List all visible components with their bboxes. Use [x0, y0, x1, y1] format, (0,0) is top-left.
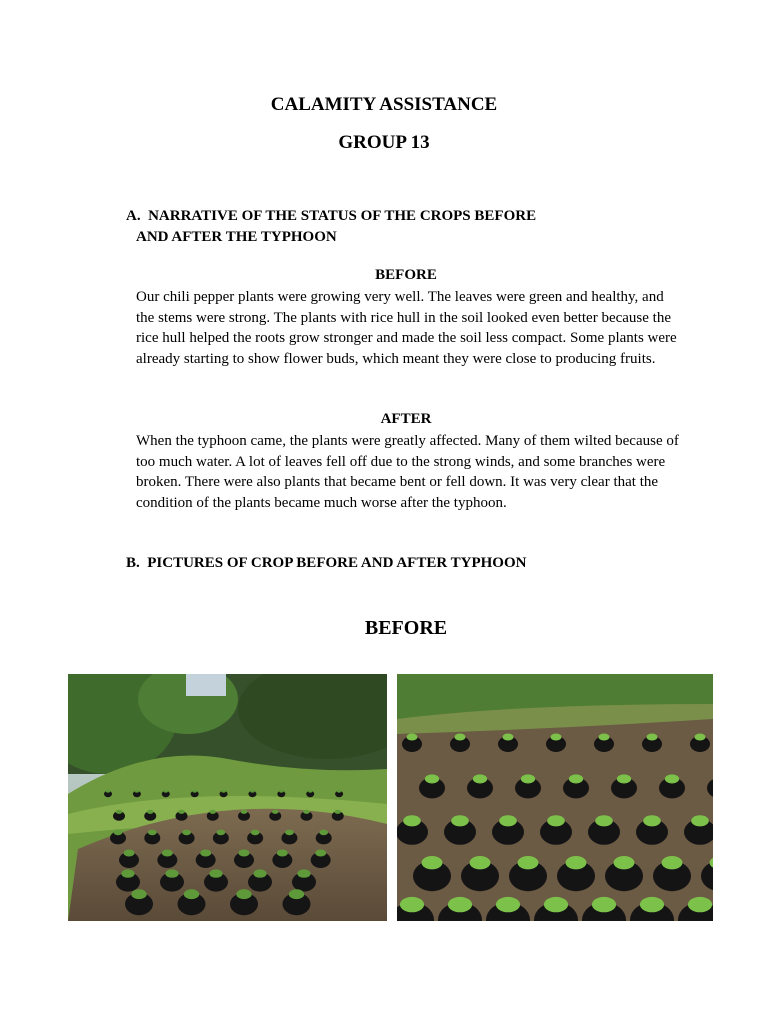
seedling-leaves [272, 810, 279, 814]
seedling-leaves [473, 774, 487, 783]
seedling-leaves [209, 810, 216, 814]
seedling-leaves [192, 790, 196, 793]
seedling-leaves [643, 815, 661, 826]
seedling-leaves [334, 810, 341, 814]
seedling-leaves [147, 810, 154, 814]
document-title: CALAMITY ASSISTANCE [270, 94, 498, 115]
seedling-leaves [253, 869, 266, 877]
seedling-leaves [400, 897, 424, 912]
seedling-leaves [289, 889, 304, 899]
seedling-leaves [337, 790, 341, 793]
seedling-leaves [448, 897, 472, 912]
seedling-leaves [569, 774, 583, 783]
seedling-leaves [599, 734, 610, 741]
before-paragraph: Our chili pepper plants were growing very well. The leaves were green and healthy, and the stems were strong. The plants with rice hull in the soil looked even better because the rice hull helped the roots grow stronger and made the soil less compact. Some plants were already starting to show flower buds, which meant they were close to producing fruits. [136, 289, 677, 367]
seedling-leaves [403, 815, 421, 826]
seedling-leaves [521, 774, 535, 783]
seedling-leaves [544, 897, 568, 912]
section-a-heading-line1: NARRATIVE OF THE STATUS OF THE CROPS BEFORE [148, 208, 537, 224]
seedling-leaves [503, 734, 514, 741]
seedling-leaves [647, 734, 658, 741]
seedling-leaves [236, 889, 251, 899]
seedling-leaves [178, 810, 185, 814]
seedling-leaves [566, 856, 587, 869]
seedling-leaves [617, 774, 631, 783]
seedling-leaves [216, 830, 225, 836]
seedling-leaves [200, 850, 211, 857]
seedling-leaves [665, 774, 679, 783]
seedling-leaves [425, 774, 439, 783]
seedling-leaves [239, 850, 250, 857]
section-a-marker: A. [126, 208, 141, 224]
seedling-leaves [688, 897, 712, 912]
seedling-leaves [279, 790, 283, 793]
seedling-leaves [114, 830, 123, 836]
seedling-leaves [470, 856, 491, 869]
seedling-leaves [547, 815, 565, 826]
seedling-leaves [121, 869, 134, 877]
seedling-leaves [691, 815, 709, 826]
seedling-leaves [131, 889, 146, 899]
seedling-leaves [595, 815, 613, 826]
after-subheading: AFTER [380, 411, 432, 427]
section-b-heading-text: PICTURES OF CROP BEFORE AND AFTER TYPHOON [147, 555, 527, 571]
seedling-leaves [116, 810, 123, 814]
section-b-heading [126, 555, 526, 572]
seedling-leaves [407, 734, 418, 741]
seedling-leaves [277, 850, 288, 857]
seedling-leaves [592, 897, 616, 912]
seedling-leaves [285, 830, 294, 836]
seedling-leaves [221, 790, 225, 793]
seedling-leaves [614, 856, 635, 869]
section-a-heading-line2: AND AFTER THE TYPHOON [136, 229, 337, 245]
seedling-leaves [165, 869, 178, 877]
seedling-leaves [455, 734, 466, 741]
seedling-leaves [162, 850, 173, 857]
seedling-leaves [148, 830, 157, 836]
before-photo-field-overview [68, 674, 387, 921]
seedling-leaves [251, 830, 260, 836]
seedling-leaves [135, 790, 139, 793]
seedling-leaves [451, 815, 469, 826]
field-overview-image [68, 674, 387, 921]
before-subheading: BEFORE [375, 267, 437, 283]
seedling-leaves [315, 850, 326, 857]
seedling-closeup-image [397, 674, 713, 921]
after-paragraph: When the typhoon came, the plants were greatly affected. Many of them wilted because of too much water. A lot of leaves fell off due to the strong winds, and some branches were broken. There were also plants that became bent or fell down. It was very clear that the condition of the plants became much worse after the typhoon. [136, 433, 679, 511]
seedling-leaves [422, 856, 443, 869]
document-subtitle: GROUP 13 [338, 132, 430, 153]
seedling-leaves [303, 810, 310, 814]
seedling-leaves [241, 810, 248, 814]
seedling-leaves [499, 815, 517, 826]
seedling-leaves [182, 830, 191, 836]
section-b-marker: B. [126, 555, 140, 571]
seedling-leaves [164, 790, 168, 793]
seedling-leaves [250, 790, 254, 793]
seedling-leaves [551, 734, 562, 741]
seedling-leaves [106, 790, 110, 793]
seedling-leaves [297, 869, 310, 877]
photos-before-label: BEFORE [364, 617, 448, 639]
seedling-leaves [695, 734, 706, 741]
seedling-leaves [184, 889, 199, 899]
seedling-leaves [518, 856, 539, 869]
before-photo-seedling-closeup [397, 674, 713, 921]
seedling-leaves [319, 830, 328, 836]
section-a-heading [126, 206, 536, 248]
seedling-leaves [496, 897, 520, 912]
seedling-leaves [662, 856, 683, 869]
seedling-leaves [124, 850, 135, 857]
seedling-leaves [308, 790, 312, 793]
seedling-leaves [640, 897, 664, 912]
seedling-leaves [209, 869, 222, 877]
